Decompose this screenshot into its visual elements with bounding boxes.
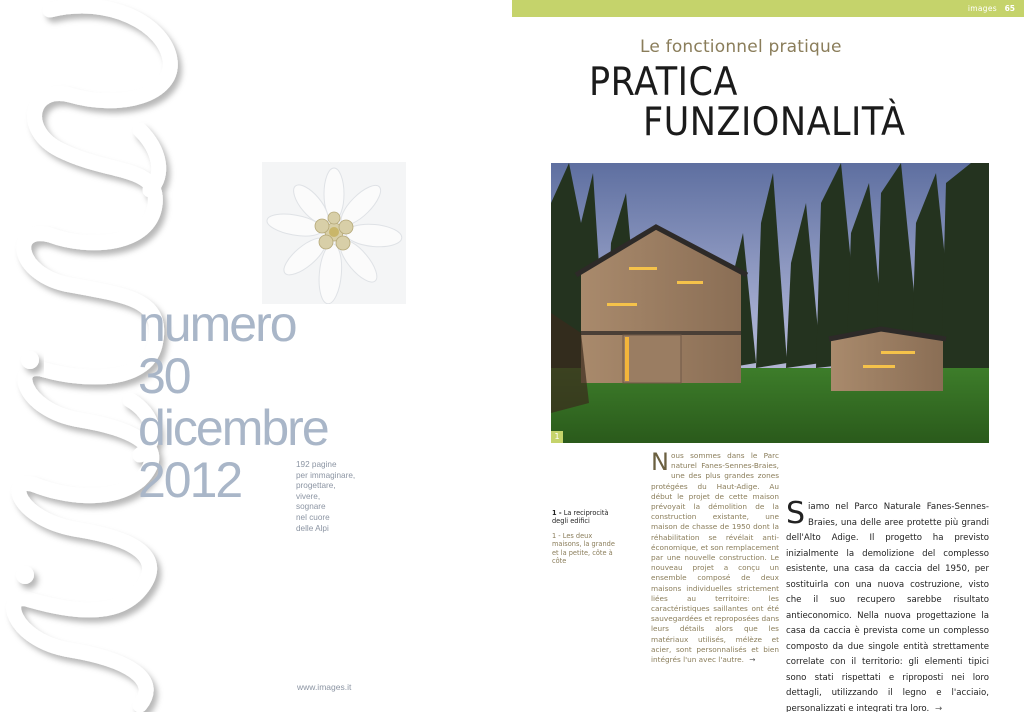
caption-number: 1 - [552, 509, 562, 517]
issue-line-3: dicembre [138, 400, 328, 456]
blurb-line: per immaginare, [296, 470, 356, 480]
issue-line-1: numero [138, 296, 296, 352]
issue-blurb [296, 460, 355, 534]
caption-french: 1 - Les deux maisons, la grande et la petite, côte à côte [552, 531, 615, 566]
article-title-line-2: FUNZIONALITÀ [643, 100, 906, 145]
continue-arrow-icon: → [749, 655, 756, 665]
issue-line-4: 2012 [138, 452, 242, 508]
edelweiss-image [262, 162, 406, 304]
photo-caption [552, 509, 620, 565]
blurb-line: sognare [296, 502, 326, 512]
blurb-line: progettare, [296, 481, 336, 491]
italian-paragraph: iamo nel Parco Naturale Fanes-Sennes-Braies, una delle aree protette più grandi dell'Alto Adige. Il progetto ha previsto inizialmente la demolizione del complesso esistente, una casa da caccia del 1950, per sostituirla con una nuova costruzione, visto che il suo recupero sarebbe risultato antieconomico. Nella nuova progettazione la casa da caccia è prevista come un complesso composto da due singole entità strettamente correlate con il territorio: gli elementi tipici sono stati rispettati e riproposti nei loro dettagli, utilizzando il legno e l'acciaio, personalizzati e integrati tra loro. [786, 502, 989, 712]
article-kicker: Le fonctionnel pratique [640, 37, 842, 57]
page-header-bar [512, 0, 1024, 17]
caption-italian: La reciprocità degli edifici [552, 509, 609, 526]
french-body-text [651, 448, 779, 665]
article-title-line-1: PRATICA [589, 60, 738, 105]
blurb-line: nel cuore [296, 512, 330, 522]
section-label: images [967, 4, 997, 13]
french-dropcap: N [651, 448, 669, 476]
issue-line-2: 30 [138, 348, 190, 404]
page-number: 65 [1004, 4, 1015, 13]
website-url[interactable]: www.images.it [297, 682, 352, 692]
italian-dropcap: S [786, 496, 806, 531]
italian-body-text [786, 496, 989, 712]
blurb-line: 192 pagine [296, 460, 337, 469]
blurb-line: delle Alpi [296, 523, 329, 533]
continue-arrow-icon: → [935, 703, 943, 712]
french-paragraph: ous sommes dans le Parc naturel Fanes-Sennes-Braies, une des plus grandes zones protégées du Haut-Adige. Au début le projet de cette maison prévoyait la démolition de la construction existante, une maison de chasse de 1950 dont la réhabilitation se révélait anti-économique, et son remplacement par une nouvelle construction. Le nouveau projet a conçu un ensemble composé de deux maisons individuelles strictement liées au territoire: les caractéristiques saillantes ont été sauvegardées et reproposées dans leurs détails alors que les matériaux utilisés, mélèze et acier, sont personnalisés et bien intégrés l'un avec l'autre. [651, 451, 779, 665]
cabins-photo [551, 163, 989, 443]
photo-number-badge: 1 [551, 431, 563, 443]
blurb-line: vivere, [296, 491, 321, 501]
